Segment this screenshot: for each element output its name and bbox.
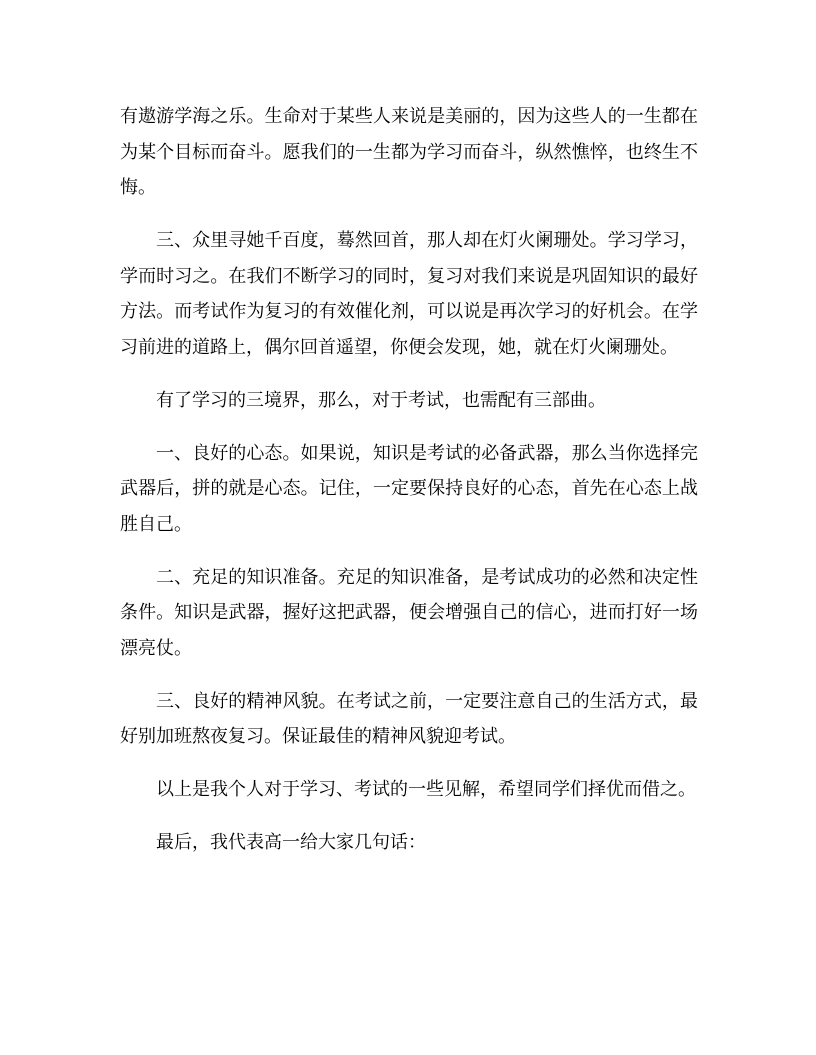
paragraph-good-mindset: 一、良好的心态。如果说，知识是考试的必备武器，那么当你选择完武器后，拼的就是心态。记住，一定要保持良好的心态，首先在心态上战胜自己。 [120,442,698,535]
paragraph-exam-trilogy-intro: 有了学习的三境界，那么，对于考试，也需配有三部曲。 [156,389,606,411]
paragraph-closing-views: 以上是我个人对于学习、考试的一些见解，希望同学们择优而借之。 [156,779,696,800]
paragraph-continuation: 有遨游学海之乐。生命对于某些人来说是美丽的，因为这些人的一生都在为某个目标而奋斗。愿我们的一生都为学习而奋斗，纵然憔悴，也终生不悔。 [120,106,698,198]
document-body [120,99,698,878]
paragraph-third-realm: 三、众里寻她千百度，蓦然回首，那人却在灯火阑珊处。学习学习，学而时习之。在我们不断学习的同时，复习对我们来说是巩固知识的最好方法。而考试作为复习的有效催化剂，可以说是再次学习的好机会。在学习前进的道路上，偶尔回首遥望，你便会发现，她，就在灯火阑珊处。 [120,230,698,358]
paragraph-final-words: 最后，我代表高一给大家几句话： [156,832,426,853]
paragraph-mental-state: 三、良好的精神风貌。在考试之前，一定要注意自己的生活方式，最好别加班熬夜复习。保证最佳的精神风貌迎考试。 [120,690,698,747]
paragraph-knowledge-preparation: 二、充足的知识准备。充足的知识准备，是考试成功的必然和决定性条件。知识是武器，握好这把武器，便会增强自己的信心，进而打好一场漂亮仗。 [120,566,698,659]
